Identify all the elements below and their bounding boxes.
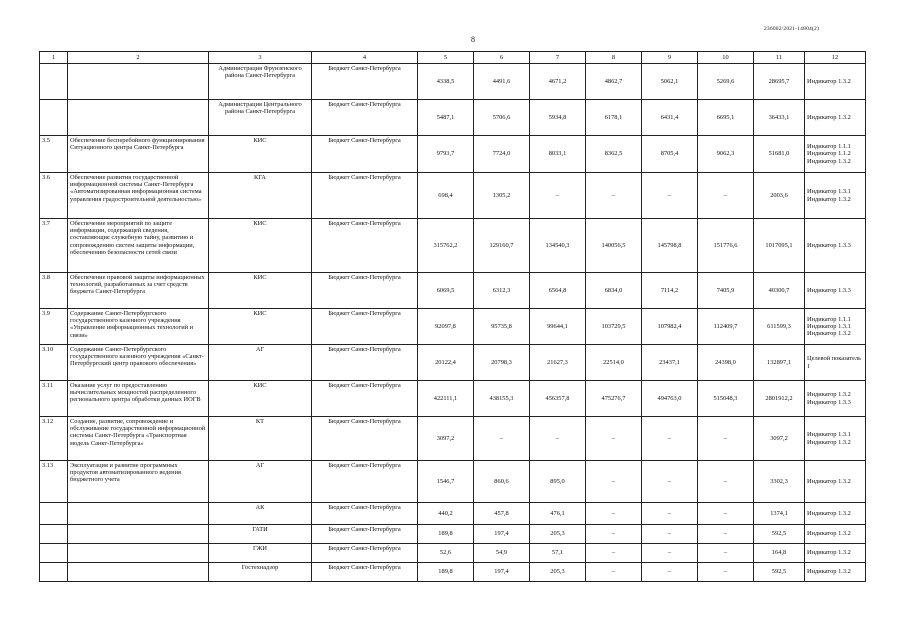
indicator-label: Индикатор 1.3.3	[807, 241, 851, 249]
year-amount-cell: 860,6	[474, 461, 530, 503]
year-amount-cell: 99644,1	[530, 309, 586, 345]
year-amount-cell: 438155,3	[474, 381, 530, 417]
indicator-label: Индикатор 1.1.2	[807, 150, 851, 158]
year-amount-cell: 5706,6	[474, 100, 530, 136]
year-amount-cell: –	[586, 417, 642, 461]
indicator-cell	[805, 563, 866, 582]
total-amount-cell: 1374,1	[754, 503, 805, 525]
column-header: 1	[40, 52, 68, 64]
activity-name-cell: Обеспечение развития государственной информационной системы Санкт-Петербурга «Автоматизированная информационная система управления градостроительной деятельностью»	[68, 173, 209, 219]
indicator-cell	[805, 461, 866, 503]
table-row	[40, 381, 866, 417]
indicator-cell	[805, 309, 866, 345]
year-amount-cell: 57,1	[530, 544, 586, 563]
year-amount-cell: 151776,6	[698, 219, 754, 273]
funding-source-cell: Бюджет Санкт-Петербурга	[312, 345, 418, 381]
year-amount-cell: –	[698, 563, 754, 582]
row-number-cell: 3.12	[40, 417, 68, 461]
funding-source-cell: Бюджет Санкт-Петербурга	[312, 381, 418, 417]
table-row	[40, 64, 866, 100]
activity-name-cell: Создание, развитие, сопровождение и обслуживание государственной информационной системы Санкт-Петербурга «Транспортная модель Санкт-Петербурга»	[68, 417, 209, 461]
year-amount-cell: –	[698, 461, 754, 503]
executor-cell: КИС	[209, 136, 312, 173]
activity-name-cell: Обеспечение правовой защиты информационных технологий, разработанных за счет средств бюджета Санкт-Петербурга	[68, 273, 209, 309]
executor-cell: АГ	[209, 345, 312, 381]
total-amount-cell: 28695,7	[754, 64, 805, 100]
year-amount-cell: 189,8	[418, 525, 474, 544]
activity-name-cell	[68, 100, 209, 136]
year-amount-cell: –	[530, 417, 586, 461]
indicator-cell	[805, 345, 866, 381]
year-amount-cell: 22514,0	[586, 345, 642, 381]
row-number-cell: 3.6	[40, 173, 68, 219]
year-amount-cell: 129160,7	[474, 219, 530, 273]
indicator-cell	[805, 417, 866, 461]
funding-source-cell: Бюджет Санкт-Петербурга	[312, 309, 418, 345]
table-row	[40, 417, 866, 461]
row-number-cell: 3.13	[40, 461, 68, 503]
executor-cell: КИС	[209, 273, 312, 309]
year-amount-cell: 7114,2	[642, 273, 698, 309]
indicator-label: Индикатор 1.3.3	[807, 286, 851, 294]
table-row	[40, 100, 866, 136]
year-amount-cell: 95735,8	[474, 309, 530, 345]
year-amount-cell: 92097,8	[418, 309, 474, 345]
indicator-label: Индикатор 1.3.1	[807, 431, 851, 439]
executor-cell: ГЖИ	[209, 544, 312, 563]
column-header: 11	[754, 52, 805, 64]
row-number-cell	[40, 503, 68, 525]
year-amount-cell: 197,4	[474, 563, 530, 582]
executor-cell: КИС	[209, 381, 312, 417]
activity-name-cell: Оказание услуг по предоставлению вычислительных мощностей распределенного регионального центра обработки данных ИОГВ	[68, 381, 209, 417]
indicator-label: Индикатор 1.3.2	[807, 391, 851, 399]
total-amount-cell: 164,8	[754, 544, 805, 563]
year-amount-cell: 1305,2	[474, 173, 530, 219]
activity-name-cell	[68, 503, 209, 525]
year-amount-cell: 7724,0	[474, 136, 530, 173]
indicator-label: Индикатор 1.3.1	[807, 322, 851, 330]
indicator-label: Индикатор 1.3.2	[807, 568, 851, 576]
total-amount-cell: 3302,3	[754, 461, 805, 503]
indicator-label: Индикатор 1.3.1	[807, 188, 851, 196]
year-amount-cell: 9793,7	[418, 136, 474, 173]
executor-cell: АГ	[209, 461, 312, 503]
year-amount-cell: 24398,0	[698, 345, 754, 381]
indicator-cell	[805, 273, 866, 309]
activity-name-cell	[68, 525, 209, 544]
year-amount-cell: –	[530, 173, 586, 219]
year-amount-cell: 8033,1	[530, 136, 586, 173]
funding-source-cell: Бюджет Санкт-Петербурга	[312, 503, 418, 525]
executor-cell: КИС	[209, 309, 312, 345]
table-row	[40, 309, 866, 345]
indicator-cell	[805, 136, 866, 173]
total-amount-cell: 51681,0	[754, 136, 805, 173]
year-amount-cell: 6312,3	[474, 273, 530, 309]
funding-source-cell: Бюджет Санкт-Петербурга	[312, 273, 418, 309]
row-number-cell	[40, 64, 68, 100]
indicator-label: Индикатор 1.3.2	[807, 330, 851, 338]
executor-cell: Администрация Центрального района Санкт-Петербурга	[209, 100, 312, 136]
row-number-cell	[40, 563, 68, 582]
year-amount-cell: –	[586, 563, 642, 582]
indicator-label: Индикатор 1.3.2	[807, 530, 851, 538]
year-amount-cell: –	[586, 461, 642, 503]
activity-name-cell: Содержание Санкт-Петербургского государственного казенного учреждения «Управление информационных технологий и связи»	[68, 309, 209, 345]
year-amount-cell: –	[698, 544, 754, 563]
year-amount-cell: 476,1	[530, 503, 586, 525]
total-amount-cell: 2003,6	[754, 173, 805, 219]
column-header: 8	[586, 52, 642, 64]
total-amount-cell: 592,5	[754, 525, 805, 544]
indicator-cell	[805, 503, 866, 525]
year-amount-cell: 515048,3	[698, 381, 754, 417]
year-amount-cell: 456357,8	[530, 381, 586, 417]
year-amount-cell: –	[586, 544, 642, 563]
year-amount-cell: 8362,5	[586, 136, 642, 173]
indicator-label: Индикатор 1.1.1	[807, 143, 851, 151]
year-amount-cell: –	[474, 417, 530, 461]
year-amount-cell: 205,3	[530, 563, 586, 582]
year-amount-cell: 7405,9	[698, 273, 754, 309]
indicator-label: Индикатор 1.3.2	[807, 477, 851, 485]
year-amount-cell: 1546,7	[418, 461, 474, 503]
row-number-cell: 3.11	[40, 381, 68, 417]
table-row	[40, 173, 866, 219]
funding-source-cell: Бюджет Санкт-Петербурга	[312, 219, 418, 273]
year-amount-cell: 3097,2	[418, 417, 474, 461]
funding-source-cell: Бюджет Санкт-Петербурга	[312, 173, 418, 219]
column-header: 5	[418, 52, 474, 64]
year-amount-cell: 20122,4	[418, 345, 474, 381]
table-row	[40, 544, 866, 563]
indicator-cell	[805, 525, 866, 544]
year-amount-cell: 54,9	[474, 544, 530, 563]
page-number: 8	[471, 35, 475, 44]
total-amount-cell: 2801912,2	[754, 381, 805, 417]
year-amount-cell: 107982,4	[642, 309, 698, 345]
year-amount-cell: –	[642, 563, 698, 582]
indicator-label: Индикатор 1.3.3	[807, 398, 851, 406]
total-amount-cell: 3097,2	[754, 417, 805, 461]
document-registration-number: 236002/2021-14804(2)	[763, 26, 819, 32]
year-amount-cell: –	[642, 417, 698, 461]
funding-source-cell: Бюджет Санкт-Петербурга	[312, 64, 418, 100]
row-number-cell: 3.8	[40, 273, 68, 309]
indicator-cell	[805, 64, 866, 100]
year-amount-cell: 422111,1	[418, 381, 474, 417]
year-amount-cell: 475276,7	[586, 381, 642, 417]
activity-name-cell: Эксплуатация и развитие программных продуктов автоматизированного ведения бюджетного учета	[68, 461, 209, 503]
indicator-label: Индикатор 1.3.2	[807, 113, 851, 121]
year-amount-cell: 52,6	[418, 544, 474, 563]
funding-source-cell: Бюджет Санкт-Петербурга	[312, 136, 418, 173]
total-amount-cell: 592,5	[754, 563, 805, 582]
column-header: 10	[698, 52, 754, 64]
executor-cell: Администрация Фрунзенского района Санкт-Петербурга	[209, 64, 312, 100]
year-amount-cell: 197,4	[474, 525, 530, 544]
column-number-row	[40, 52, 866, 64]
year-amount-cell: 5269,6	[698, 64, 754, 100]
executor-cell: Гостехнадзор	[209, 563, 312, 582]
table-row	[40, 273, 866, 309]
year-amount-cell: 6178,1	[586, 100, 642, 136]
year-amount-cell: –	[698, 503, 754, 525]
year-amount-cell: 205,3	[530, 525, 586, 544]
indicator-label: Целевой показатель 1	[807, 355, 862, 370]
activity-name-cell	[68, 64, 209, 100]
table-row	[40, 525, 866, 544]
indicator-cell	[805, 100, 866, 136]
column-header: 12	[805, 52, 866, 64]
year-amount-cell: 134540,3	[530, 219, 586, 273]
year-amount-cell: –	[698, 525, 754, 544]
year-amount-cell: 5062,1	[642, 64, 698, 100]
program-activities-table	[39, 51, 866, 582]
indicator-label: Индикатор 1.3.2	[807, 438, 851, 446]
year-amount-cell: 315762,2	[418, 219, 474, 273]
year-amount-cell: 6834,0	[586, 273, 642, 309]
executor-cell: ГАТИ	[209, 525, 312, 544]
year-amount-cell: –	[586, 503, 642, 525]
year-amount-cell: 6069,5	[418, 273, 474, 309]
year-amount-cell: –	[642, 544, 698, 563]
funding-source-cell: Бюджет Санкт-Петербурга	[312, 417, 418, 461]
executor-cell: КГА	[209, 173, 312, 219]
indicator-cell	[805, 381, 866, 417]
table-row	[40, 461, 866, 503]
column-header: 6	[474, 52, 530, 64]
column-header: 4	[312, 52, 418, 64]
year-amount-cell: 189,8	[418, 563, 474, 582]
row-number-cell: 3.5	[40, 136, 68, 173]
year-amount-cell: 23437,1	[642, 345, 698, 381]
year-amount-cell: 4338,5	[418, 64, 474, 100]
year-amount-cell: 6695,1	[698, 100, 754, 136]
year-amount-cell: 4671,2	[530, 64, 586, 100]
year-amount-cell: 112409,7	[698, 309, 754, 345]
funding-source-cell: Бюджет Санкт-Петербурга	[312, 563, 418, 582]
year-amount-cell: 9062,3	[698, 136, 754, 173]
row-number-cell: 3.7	[40, 219, 68, 273]
executor-cell: АК	[209, 503, 312, 525]
year-amount-cell: 20798,3	[474, 345, 530, 381]
year-amount-cell: –	[642, 173, 698, 219]
indicator-cell	[805, 219, 866, 273]
year-amount-cell: –	[642, 503, 698, 525]
year-amount-cell: 6431,4	[642, 100, 698, 136]
row-number-cell	[40, 544, 68, 563]
table-row	[40, 345, 866, 381]
year-amount-cell: 103729,5	[586, 309, 642, 345]
year-amount-cell: 698,4	[418, 173, 474, 219]
year-amount-cell: –	[586, 525, 642, 544]
total-amount-cell: 1017095,1	[754, 219, 805, 273]
year-amount-cell: 6564,8	[530, 273, 586, 309]
year-amount-cell: –	[642, 461, 698, 503]
activity-name-cell: Содержание Санкт-Петербургского государственного казенного учреждения «Санкт-Петербургский центр правового обеспечения»	[68, 345, 209, 381]
total-amount-cell: 611599,3	[754, 309, 805, 345]
indicator-label: Индикатор 1.3.2	[807, 157, 851, 165]
indicator-label: Индикатор 1.1.1	[807, 315, 851, 323]
table-row	[40, 219, 866, 273]
year-amount-cell: –	[698, 417, 754, 461]
column-header: 2	[68, 52, 209, 64]
activity-name-cell	[68, 544, 209, 563]
year-amount-cell: 140056,5	[586, 219, 642, 273]
row-number-cell	[40, 100, 68, 136]
column-header: 7	[530, 52, 586, 64]
total-amount-cell: 36433,1	[754, 100, 805, 136]
year-amount-cell: 4862,7	[586, 64, 642, 100]
year-amount-cell: 8705,4	[642, 136, 698, 173]
indicator-label: Индикатор 1.3.2	[807, 77, 851, 85]
indicator-cell	[805, 173, 866, 219]
table-row	[40, 136, 866, 173]
year-amount-cell: 457,8	[474, 503, 530, 525]
funding-source-cell: Бюджет Санкт-Петербурга	[312, 461, 418, 503]
year-amount-cell: 145798,8	[642, 219, 698, 273]
total-amount-cell: 132897,1	[754, 345, 805, 381]
row-number-cell: 3.10	[40, 345, 68, 381]
year-amount-cell: 494763,0	[642, 381, 698, 417]
funding-source-cell: Бюджет Санкт-Петербурга	[312, 100, 418, 136]
row-number-cell: 3.9	[40, 309, 68, 345]
executor-cell: КИС	[209, 219, 312, 273]
year-amount-cell: 5487,1	[418, 100, 474, 136]
column-header: 3	[209, 52, 312, 64]
activity-name-cell	[68, 563, 209, 582]
funding-source-cell: Бюджет Санкт-Петербурга	[312, 544, 418, 563]
year-amount-cell: 5934,8	[530, 100, 586, 136]
year-amount-cell: 895,0	[530, 461, 586, 503]
row-number-cell	[40, 525, 68, 544]
year-amount-cell: –	[698, 173, 754, 219]
year-amount-cell: –	[642, 525, 698, 544]
indicator-cell	[805, 544, 866, 563]
table-row	[40, 563, 866, 582]
executor-cell: КТ	[209, 417, 312, 461]
column-header: 9	[642, 52, 698, 64]
year-amount-cell: 21627,3	[530, 345, 586, 381]
funding-source-cell: Бюджет Санкт-Петербурга	[312, 525, 418, 544]
total-amount-cell: 40300,7	[754, 273, 805, 309]
activity-name-cell: Обеспечение мероприятий по защите информации, содержащей сведения, составляющие служебную тайну, развитию и сопровождению систем защиты информации, обеспечению безопасности сетей связи	[68, 219, 209, 273]
year-amount-cell: 4491,6	[474, 64, 530, 100]
activity-name-cell: Обеспечение бесперебойного функционирования Ситуационного центра Санкт-Петербурга	[68, 136, 209, 173]
indicator-label: Индикатор 1.3.2	[807, 195, 851, 203]
year-amount-cell: 440,2	[418, 503, 474, 525]
year-amount-cell: –	[586, 173, 642, 219]
table-row	[40, 503, 866, 525]
indicator-label: Индикатор 1.3.2	[807, 549, 851, 557]
indicator-label: Индикатор 1.3.2	[807, 509, 851, 517]
